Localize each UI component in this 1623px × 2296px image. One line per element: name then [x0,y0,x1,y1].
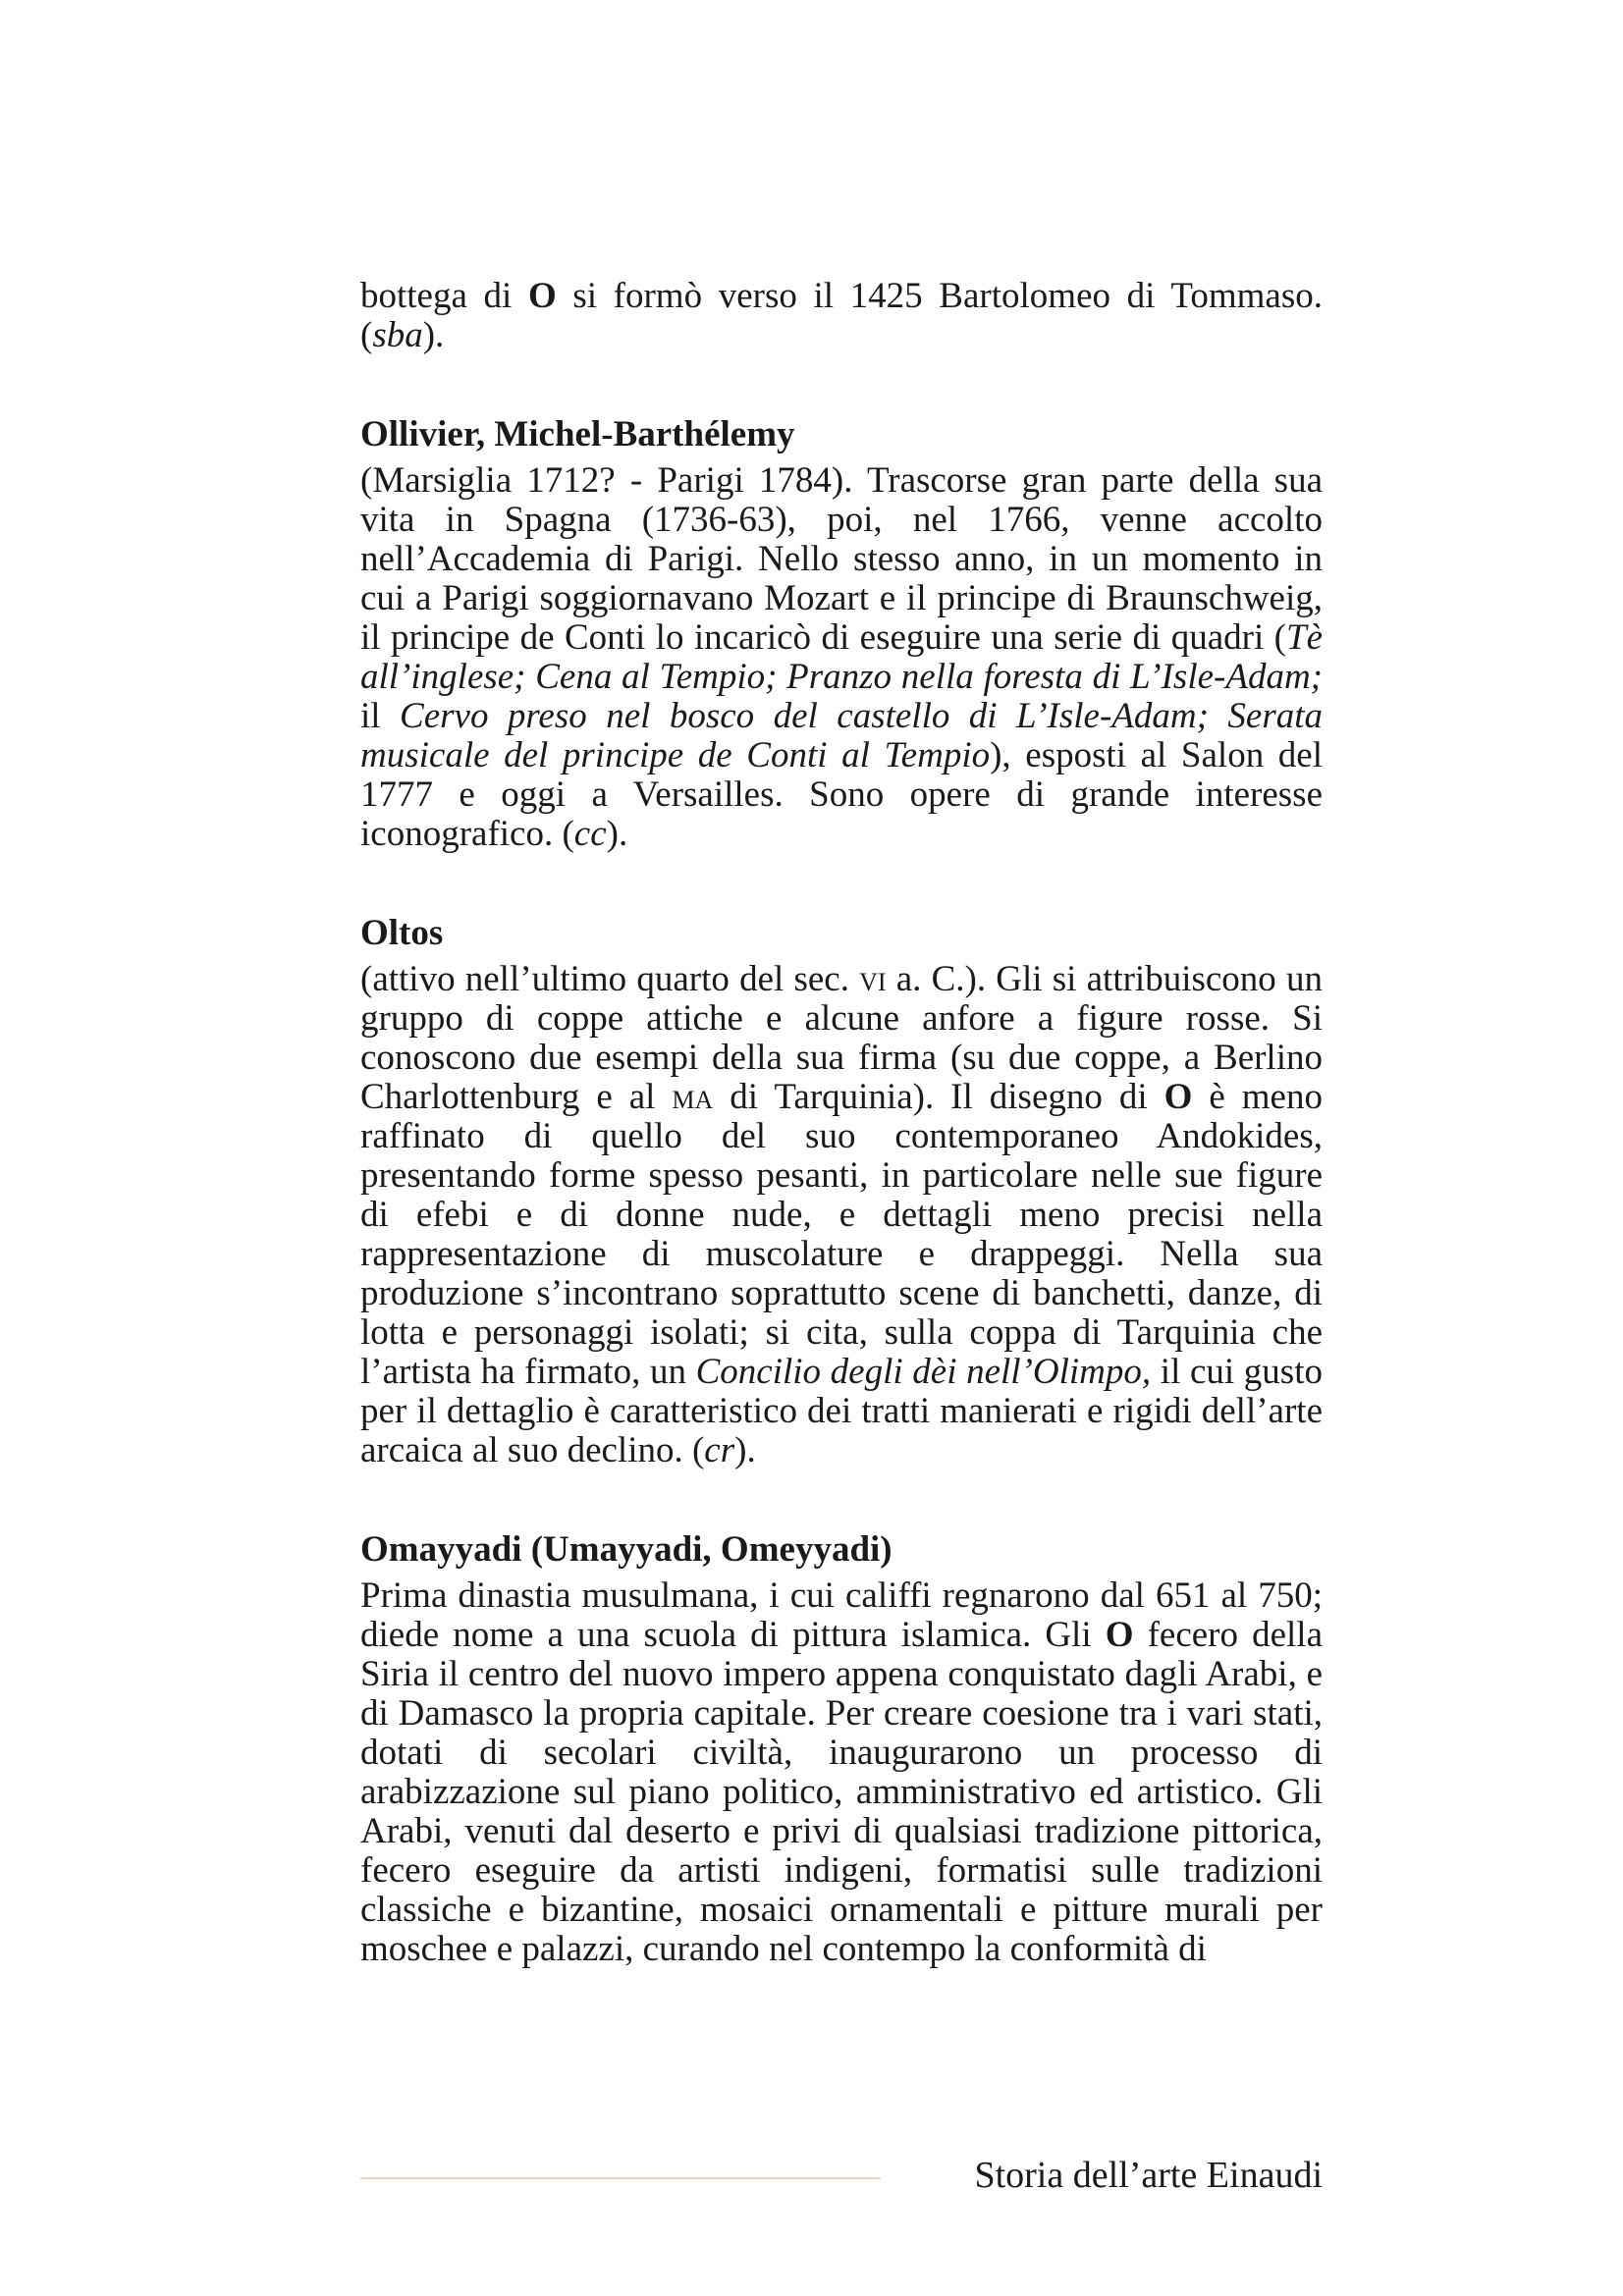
entry-oltos [360,911,1323,1470]
entry-title-ollivier: Ollivier, Michel-Barthélemy [360,414,795,454]
ollivier-text-2: il [360,696,401,736]
ollivier-text-1: (Marsiglia 1712? - Parigi 1784). Trascorse gran parte della sua vita in Spagna (1736-63), poi, nel 1766, venne accolto nell’Accademia di Parigi. Nello stesso anno, in un momento in cui a Parigi soggiornavano Mozart e il principe di Braunschweig, il principe de Conti lo incaricò di eseguire una serie di quadri ( [360,460,1323,658]
ollivier-text-4: ). [606,814,628,854]
omayyadi-bold-o: O [1105,1615,1134,1655]
oltos-text-2: a. C.). Gli si attribuiscono un gruppo di coppe attiche e alcune anfore a figure rosse. Si conoscono due esempi della sua firma (su due coppe, a Berlino Charlottenburg e al [360,959,1323,1117]
entry-omayyadi [360,1527,1323,1969]
entry-body-omayyadi [360,1576,1323,1969]
oltos-text-5: il cui gusto per il dettaglio è caratteristico dei tratti manierati e rigidi dell’arte arcaica al suo declino. ( [360,1352,1323,1470]
oltos-bold-o: O [1163,1077,1193,1117]
ollivier-italic-1: Tè all’inglese; Cena al Tempio; Pranzo nella foresta di L’Isle-Adam; [360,617,1323,697]
oltos-text-6: ). [734,1430,756,1470]
intro-text-1: bottega di [360,276,528,316]
ollivier-italic-2: Cervo preso nel bosco del castello di L’Isle-Adam; Serata musicale del principe de Conti al Tempio [360,696,1323,775]
oltos-italic-1: Concilio degli dèi nell’Olimpo, [695,1352,1152,1392]
entry-body-ollivier [360,461,1323,854]
footer-rule [360,2177,881,2179]
intro-bold-o: O [527,276,557,316]
entry-title-omayyadi: Omayyadi (Umayyadi, Omeyyadi) [360,1529,893,1570]
intro-text-2: si formò verso il 1425 Bartolomeo di Tommaso. ( [360,276,1324,355]
page-content [360,277,1323,1969]
omayyadi-text-1: Prima dinastia musulmana, i cui califfi regnarono dal 651 al 750; diede nome a una scuola di pittura islamica. Gli [360,1575,1323,1655]
oltos-text-4: è meno raffinato di quello del suo contemporaneo Andokides, presentando forme spesso pesanti, in particolare nelle sue figure di efebi e di donne nude, e dettagli meno precisi nella rappresentazione di muscolature e drappeggi. Nella sua produzione s’incontrano soprattutto scene di banchetti, danze, di lotta e personaggi isolati; si cita, sulla coppa di Tarquinia che l’artista ha firmato, un [360,1077,1323,1392]
entry-title-oltos: Oltos [360,913,444,953]
entry-body-oltos [360,960,1323,1470]
ollivier-author-initials: cc [573,814,607,854]
oltos-text-1: (attivo nell’ultimo quarto del sec. [360,959,860,999]
oltos-smallcaps-2: ma [672,1077,714,1117]
oltos-text-3: di Tarquinia). Il disegno di [713,1077,1164,1117]
intro-text-3: ). [422,315,445,355]
intro-paragraph [360,277,1323,355]
oltos-author-initials: cr [704,1430,735,1470]
intro-author-initials: sba [372,315,423,355]
omayyadi-text-2: fecero della Siria il centro del nuovo impero appena conquistato dagli Arabi, e di Damasco la propria capitale. Per creare coesione tra i vari stati, dotati di secolari civiltà, inaugurarono un processo di arabizzazione sul piano politico, amministrativo ed artistico. Gli Arabi, venuti dal deserto e privi di qualsiasi tradizione pittorica, fecero eseguire da artisti indigeni, formatisi sulle tradizioni classiche e bizantine, mosaici ornamentali e pitture murali per moschee e palazzi, curando nel contempo la conformità di [360,1615,1323,1969]
footer-title: Storia dell’arte Einaudi [974,2155,1323,2196]
page-footer [360,2154,1323,2196]
entry-ollivier [360,412,1323,854]
oltos-smallcaps-1: vi [859,959,887,999]
ollivier-text-3: ), esposti al Salon del 1777 e oggi a Versailles. Sono opere di grande interesse iconografico. ( [360,735,1323,854]
